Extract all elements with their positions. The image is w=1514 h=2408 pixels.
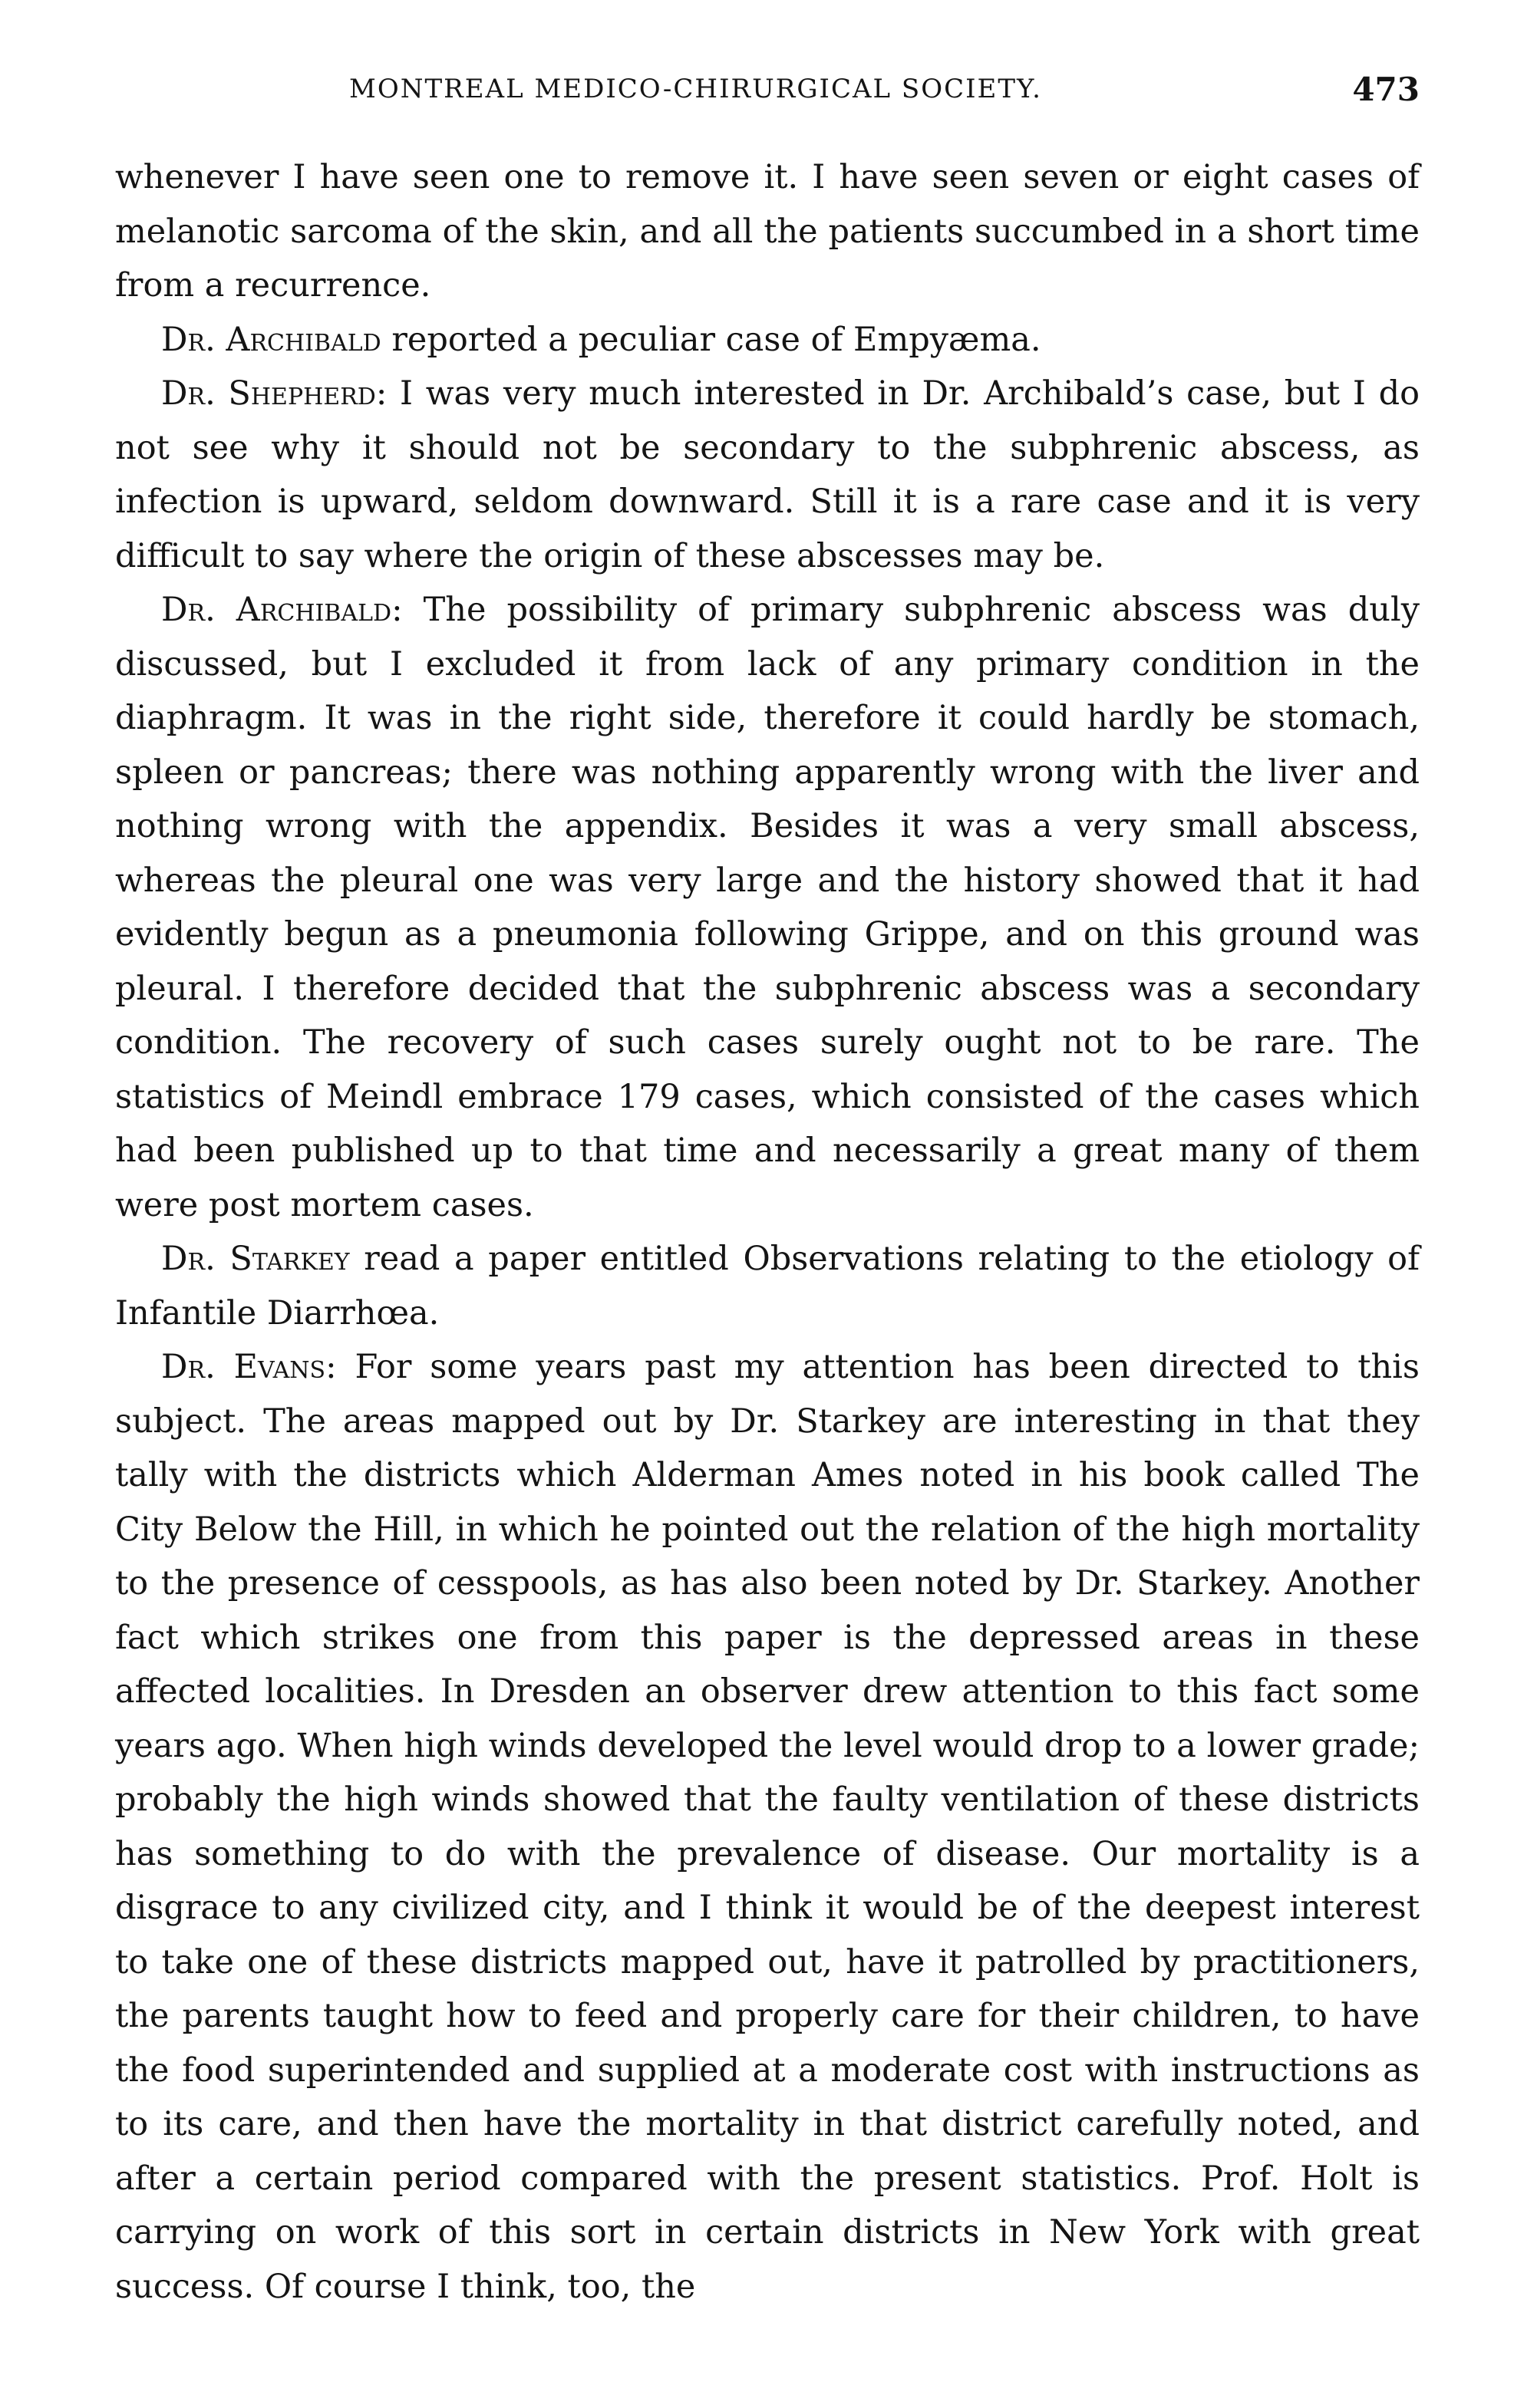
- paragraph-text: read a paper entitled Observations relating to the etiology of Infantile Diarrhœa.: [115, 1240, 1420, 1332]
- paragraph-text: : The possibility of primary subphrenic abscess was duly discussed, but I excluded it from lack of any primary condition in the diaphragm. It was in the right side, therefore it could hardly be stomach, spleen or pancreas; there was nothing apparently wrong with the liver and nothing wrong with the appendix. Besides it was a very small abscess, whereas the pleural one was very large and the history showed that it had evidently begun as a pneumonia following Grippe, and on this ground was pleural. I therefore decided that the subphrenic abscess was a secondary condition. The recovery of such cases surely ought not to be rare. The statistics of Meindl embrace 179 cases, which consisted of the cases which had been published up to that time and necessarily a great many of them were post mortem cases.: [115, 591, 1420, 1224]
- paragraph: [115, 150, 1420, 313]
- speaker-name: Dr. Archibald: [161, 320, 381, 359]
- page-number: 473: [1352, 71, 1420, 108]
- speaker-name: Dr. Evans: [161, 1348, 326, 1386]
- paragraph: [115, 583, 1420, 1232]
- speaker-name: Dr. Shepherd: [161, 374, 376, 413]
- paragraph-text: : I was very much interested in Dr. Archibald’s case, but I do not see why it should not be secondary to the subphrenic abscess, as infection is upward, seldom downward. Still it is a rare case and it is very difficult to say where the origin of these abscesses may be.: [115, 374, 1420, 575]
- paragraph: [115, 313, 1420, 367]
- paragraph: [115, 1232, 1420, 1340]
- paragraph: [115, 367, 1420, 583]
- page-header: [115, 71, 1420, 120]
- paragraph-text: reported a peculiar case of Empyæma.: [381, 320, 1041, 359]
- speaker-name: Dr. Archibald: [161, 591, 392, 629]
- body-text: [115, 150, 1420, 2314]
- speaker-name: Dr. Starkey: [161, 1240, 350, 1278]
- paragraph-text: whenever I have seen one to remove it. I have seen seven or eight cases of melanotic sarcoma of the skin, and all the patients succumbed in a short time from a recurrence.: [115, 158, 1420, 305]
- running-title: MONTREAL MEDICO-CHIRURGICAL SOCIETY.: [349, 74, 1042, 104]
- paragraph: [115, 1340, 1420, 2314]
- paragraph-text: : For some years past my attention has been directed to this subject. The areas mapped out by Dr. Starkey are interesting in that they tally with the districts which Alderman Ames noted in his book called The City Below the Hill, in which he pointed out the relation of the high mortality to the presence of cesspools, as has also been noted by Dr. Starkey. Another fact which strikes one from this paper is the depressed areas in these affected localities. In Dresden an observer drew attention to this fact some years ago. When high winds developed the level would drop to a lower grade; probably the high winds showed that the faulty ventilation of these districts has something to do with the prevalence of disease. Our mortality is a disgrace to any civilized city, and I think it would be of the deepest interest to take one of these districts mapped out, have it patrolled by practitioners, the parents taught how to feed and properly care for their children, to have the food superintended and supplied at a moderate cost with instructions as to its care, and then have the mortality in that district carefully noted, and after a certain period compared with the present statistics. Prof. Holt is carrying on work of this sort in certain districts in New York with great success. Of course I think, too, the: [115, 1348, 1420, 2306]
